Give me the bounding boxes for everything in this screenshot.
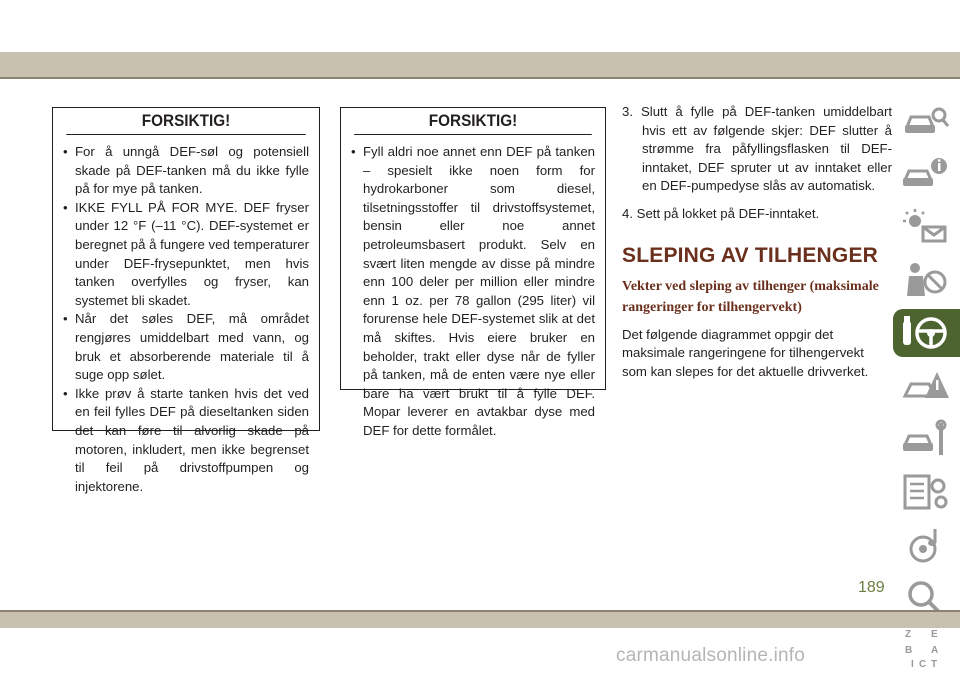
index-letter: Z [905, 629, 912, 640]
step-4: 4. Sett på lokket på DEF-inntaket. [622, 205, 820, 221]
roadside-emergency-icon [901, 366, 951, 406]
index-letter: B [905, 645, 913, 656]
airbag-safety-icon [901, 260, 951, 300]
tab-emergency[interactable] [893, 362, 960, 410]
caution-list [53, 135, 319, 502]
caution-item: • Når det søles DEF, må området rengjøres umiddelbart med vann, og bruk et absorberende materiale til å suge opp sølet. [63, 310, 309, 384]
index-letter: T [931, 659, 938, 670]
tab-car-search[interactable] [893, 97, 960, 145]
top-header-band [0, 52, 960, 77]
multimedia-icon [901, 525, 951, 565]
language-index-icon [901, 627, 951, 675]
caution-list [341, 135, 605, 447]
watermark: carmanualsonline.info [616, 645, 806, 666]
index-letter: A [931, 645, 939, 656]
car-maintenance-icon [901, 419, 951, 459]
car-info-icon [901, 154, 951, 194]
warning-lights-icon [901, 207, 951, 247]
caution-box-right [340, 107, 606, 438]
bottom-footer-band [0, 612, 960, 628]
sub-heading: Vekter ved sleping av tilhenger (maksimale rangeringer for tilhengervekt) [622, 278, 879, 315]
tab-warning-lights[interactable] [893, 203, 960, 251]
index-letter: I [911, 659, 914, 670]
caution-title: FORSIKTIG! [66, 108, 305, 135]
tab-car-info[interactable] [893, 150, 960, 198]
tab-specifications[interactable] [893, 468, 960, 516]
specifications-icon [901, 472, 951, 512]
body-paragraph: Det følgende diagrammet oppgir det maksimale rangeringene for tilhengervekt som kan slepes for det aktuelle drivverket. [622, 326, 869, 379]
text-column [622, 103, 892, 381]
caution-item: • For å unngå DEF-søl og potensiell skade på DEF-tanken må du ikke fylle på for mye på tanken. [63, 143, 309, 199]
step-3: 3. Slutt å fylle på DEF-tanken umiddelbart hvis ett av følgende skjer: DEF slutter å strømme fra påfyllingsflasken til DEF-inntaket, DEF spruter ut av inntaket eller en DEF-pumpedyse slås av automatisk. [622, 104, 892, 194]
tab-multimedia[interactable] [893, 521, 960, 569]
caution-item: • Fyll aldri noe annet enn DEF på tanken – spesielt ikke noen form for hydrokarboner som diesel, tilsetningsstoffer til drivstoffsystemet, bensin eller noe annet petroleumsbasert produkt. Selv en svært liten mengde av disse på mindre enn 100 deler per million eller mindre enn 1 oz. per 78 gallon (295 liter) vil forurense hele DEF-systemet slik at det må skiftes. Hvis eiere bruker en beholder, trakt eller dyse når de fyller på tanken, må de enten være nye eller bare ha vært brukt til å fylle DEF. Mopar leverer en avtakbar dyse med DEF for dette formålet. [351, 143, 595, 441]
caution-item: • Ikke prøv å starte tanken hvis det ved en feil fylles DEF på dieseltanken siden det kan føre til alvorlig skade på motoren, inkludert, men ikke begrenset til feil på drivstoffpumpen og injektorene. [63, 385, 309, 497]
page-number: 189 [858, 579, 885, 596]
tab-starting-driving[interactable] [893, 309, 960, 357]
steering-wheel-icon [901, 313, 951, 353]
index-letter: E [931, 629, 938, 640]
tab-safety[interactable] [893, 256, 960, 304]
caution-box-left [52, 107, 320, 494]
caution-item: • IKKE FYLL PÅ FOR MYE. DEF fryser under 12 °F (–11 °C). DEF-systemet er beregnet på å fungere ved temperaturer under DEF-frysepunktet, men hvis tanken overfylles og fryser, kan systemet bli skadet. [63, 199, 309, 311]
chapter-tabs [893, 97, 960, 680]
tab-language-index[interactable] [893, 627, 960, 675]
caution-title: FORSIKTIG! [354, 108, 592, 135]
index-letter: C [919, 659, 927, 670]
top-header-rule [0, 77, 960, 79]
tab-service[interactable] [893, 415, 960, 463]
car-search-icon [901, 101, 951, 141]
section-heading: SLEPING AV TILHENGER [622, 243, 879, 267]
